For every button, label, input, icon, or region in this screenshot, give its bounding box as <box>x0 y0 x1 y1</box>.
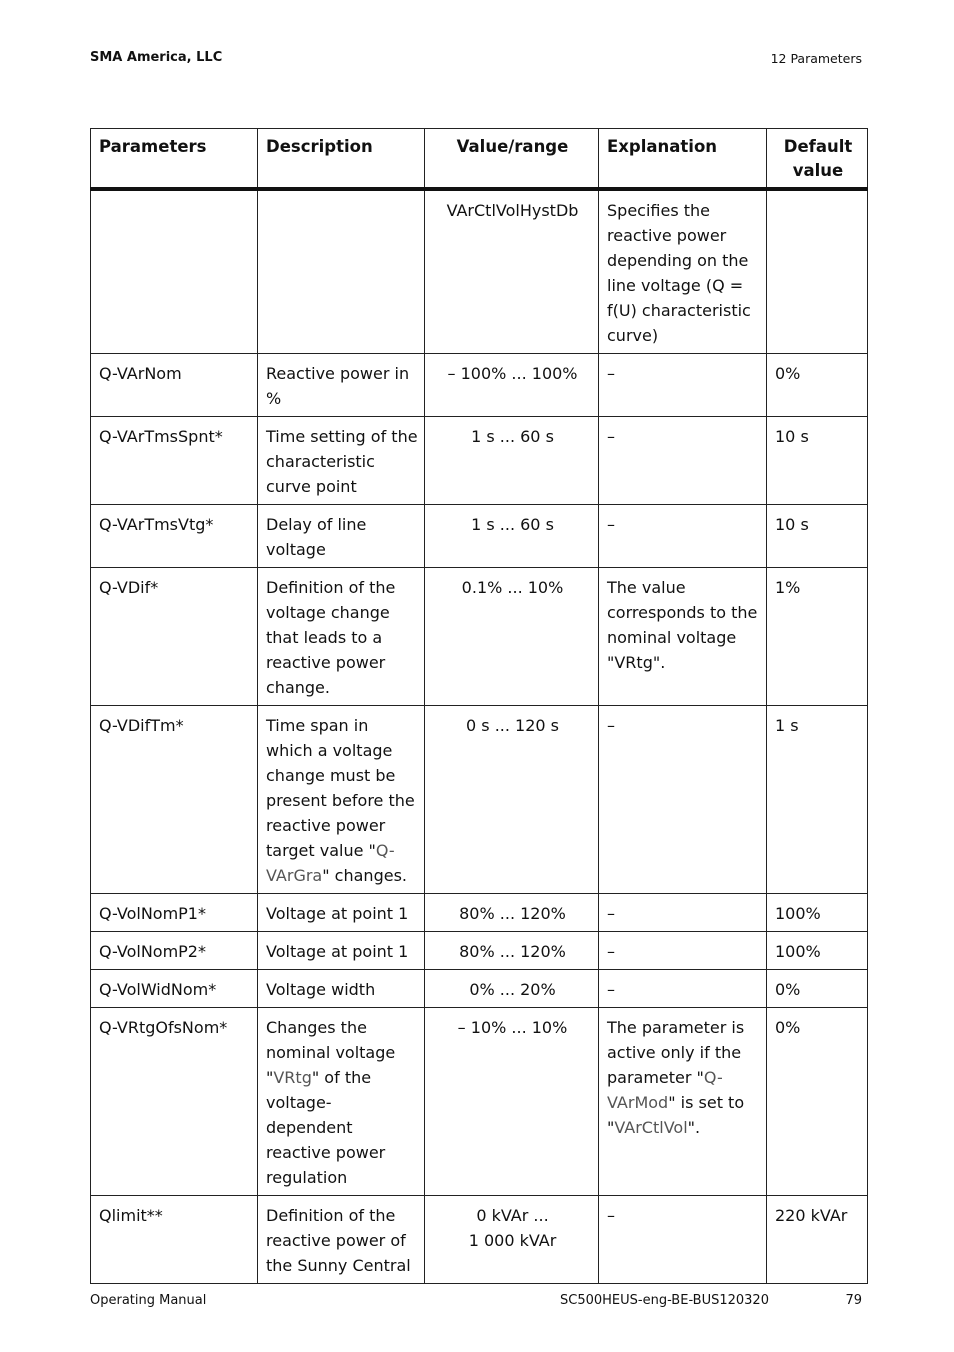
value-range-cell <box>425 417 599 505</box>
value-range-line: 1 s ... 60 s <box>471 515 554 534</box>
description-text: Delay of line voltage <box>266 515 367 559</box>
parameter-name-cell: Q-VolWidNom* <box>91 970 258 1008</box>
value-range-cell <box>425 1008 599 1196</box>
value-range-line: 1 s ... 60 s <box>471 427 554 446</box>
table-body <box>91 189 868 1284</box>
table-row <box>91 932 868 970</box>
description-cell <box>258 568 425 706</box>
explanation-text: – <box>607 942 615 961</box>
page-number: 79 <box>845 1293 862 1308</box>
column-header-parameters: Parameters <box>91 129 258 190</box>
description-text: Reactive power in % <box>266 364 410 408</box>
parameter-name-cell <box>91 189 258 354</box>
description-text: " changes. <box>322 866 407 885</box>
description-text: Voltage at point 1 <box>266 942 409 961</box>
table-header-row <box>91 129 868 190</box>
default-value-cell: 10 s <box>767 505 868 568</box>
default-value-cell: 0% <box>767 970 868 1008</box>
explanation-cell <box>599 1196 767 1284</box>
description-text: Time setting of the characteristic curve point <box>266 427 418 496</box>
parameter-reference: VRtg <box>273 1068 312 1087</box>
description-cell <box>258 417 425 505</box>
default-value-cell: 1% <box>767 568 868 706</box>
default-value-cell: 220 kVAr <box>767 1196 868 1284</box>
explanation-text: – <box>607 716 615 735</box>
column-header-description: Description <box>258 129 425 190</box>
explanation-text: – <box>607 1206 615 1225</box>
explanation-cell <box>599 568 767 706</box>
value-range-line: VArCtlVolHystDb <box>446 201 579 220</box>
default-value-cell: 100% <box>767 932 868 970</box>
default-value-cell: 100% <box>767 894 868 932</box>
value-range-line: 80% ... 120% <box>459 904 566 923</box>
parameter-name-cell: Qlimit** <box>91 1196 258 1284</box>
explanation-cell <box>599 505 767 568</box>
explanation-cell <box>599 354 767 417</box>
description-cell <box>258 970 425 1008</box>
value-range-line: 0 s ... 120 s <box>466 716 559 735</box>
explanation-text: – <box>607 904 615 923</box>
table-row <box>91 568 868 706</box>
description-text: " of the voltage-dependent reactive power regulation <box>266 1068 386 1187</box>
column-header-value-range: Value/range <box>425 129 599 190</box>
parameter-name-cell: Q-VRtgOfsNom* <box>91 1008 258 1196</box>
description-cell <box>258 932 425 970</box>
default-value-cell: 0% <box>767 1008 868 1196</box>
value-range-line: – 10% ... 10% <box>457 1018 568 1037</box>
description-text: Changes the nominal voltage " <box>266 1018 396 1087</box>
parameter-reference: Q-VArMod <box>607 1068 723 1112</box>
explanation-text: – <box>607 515 615 534</box>
table-row <box>91 417 868 505</box>
value-range-cell <box>425 894 599 932</box>
description-text: Definition of the reactive power of the Sunny Central <box>266 1206 411 1275</box>
default-value-cell: 1 s <box>767 706 868 894</box>
parameter-name-cell: Q-VDifTm* <box>91 706 258 894</box>
description-cell <box>258 1196 425 1284</box>
value-range-line: – 100% ... 100% <box>447 364 578 383</box>
description-text: Definition of the voltage change that leads to a reactive power change. <box>266 578 396 697</box>
parameter-name-cell: Q-VDif* <box>91 568 258 706</box>
parameter-reference: Q-VArGra <box>266 841 395 885</box>
description-cell <box>258 1008 425 1196</box>
table-row <box>91 354 868 417</box>
value-range-cell <box>425 189 599 354</box>
table-row <box>91 1008 868 1196</box>
value-range-line: 0.1% ... 10% <box>461 578 564 597</box>
value-range-cell <box>425 1196 599 1284</box>
explanation-text: " is set to " <box>607 1093 745 1137</box>
explanation-cell <box>599 189 767 354</box>
parameters-table <box>90 128 868 1284</box>
default-value-cell <box>767 189 868 354</box>
value-range-line: 1 000 kVAr <box>468 1231 557 1250</box>
parameter-name-cell: Q-VArNom <box>91 354 258 417</box>
header-section: 12 Parameters <box>770 51 862 66</box>
table-row <box>91 1196 868 1284</box>
parameter-name-cell: Q-VArTmsVtg* <box>91 505 258 568</box>
description-text: Time span in which a voltage change must be present before the reactive power target value " <box>266 716 415 860</box>
explanation-cell <box>599 706 767 894</box>
value-range-cell <box>425 354 599 417</box>
value-range-cell <box>425 505 599 568</box>
footer-doc-type: Operating Manual <box>90 1293 207 1308</box>
table-row <box>91 706 868 894</box>
description-cell <box>258 505 425 568</box>
explanation-cell <box>599 417 767 505</box>
value-range-line: 0 kVAr ... <box>476 1206 549 1225</box>
description-text: Voltage at point 1 <box>266 904 409 923</box>
explanation-text: – <box>607 364 615 383</box>
column-header-explanation: Explanation <box>599 129 767 190</box>
explanation-cell <box>599 970 767 1008</box>
value-range-cell <box>425 568 599 706</box>
explanation-text: The parameter is active only if the parameter " <box>607 1018 745 1087</box>
explanation-text: – <box>607 980 615 999</box>
description-cell <box>258 706 425 894</box>
explanation-cell <box>599 932 767 970</box>
default-value-cell: 10 s <box>767 417 868 505</box>
parameter-reference: VArCtlVol <box>614 1118 688 1137</box>
parameter-name-cell: Q-VArTmsSpnt* <box>91 417 258 505</box>
table-row <box>91 189 868 354</box>
parameter-name-cell: Q-VolNomP1* <box>91 894 258 932</box>
description-text: Voltage width <box>266 980 376 999</box>
explanation-text: The value corresponds to the nominal voltage "VRtg". <box>607 578 758 672</box>
explanation-cell <box>599 894 767 932</box>
table-row <box>91 970 868 1008</box>
value-range-cell <box>425 706 599 894</box>
table-row <box>91 505 868 568</box>
footer-doc-id: SC500HEUS-eng-BE-BUS120320 <box>560 1293 769 1308</box>
value-range-cell <box>425 932 599 970</box>
default-value-cell: 0% <box>767 354 868 417</box>
value-range-line: 0% ... 20% <box>469 980 556 999</box>
column-header-default-value: Default value <box>767 129 868 190</box>
header-company: SMA America, LLC <box>90 50 223 65</box>
explanation-text: ". <box>687 1118 701 1137</box>
value-range-line: 80% ... 120% <box>459 942 566 961</box>
explanation-cell <box>599 1008 767 1196</box>
explanation-text: Specifies the reactive power depending on the line voltage (Q = f(U) characteristic curve) <box>607 201 751 345</box>
explanation-text: – <box>607 427 615 446</box>
description-cell <box>258 189 425 354</box>
description-cell <box>258 894 425 932</box>
description-cell <box>258 354 425 417</box>
table-row <box>91 894 868 932</box>
parameter-name-cell: Q-VolNomP2* <box>91 932 258 970</box>
value-range-cell <box>425 970 599 1008</box>
